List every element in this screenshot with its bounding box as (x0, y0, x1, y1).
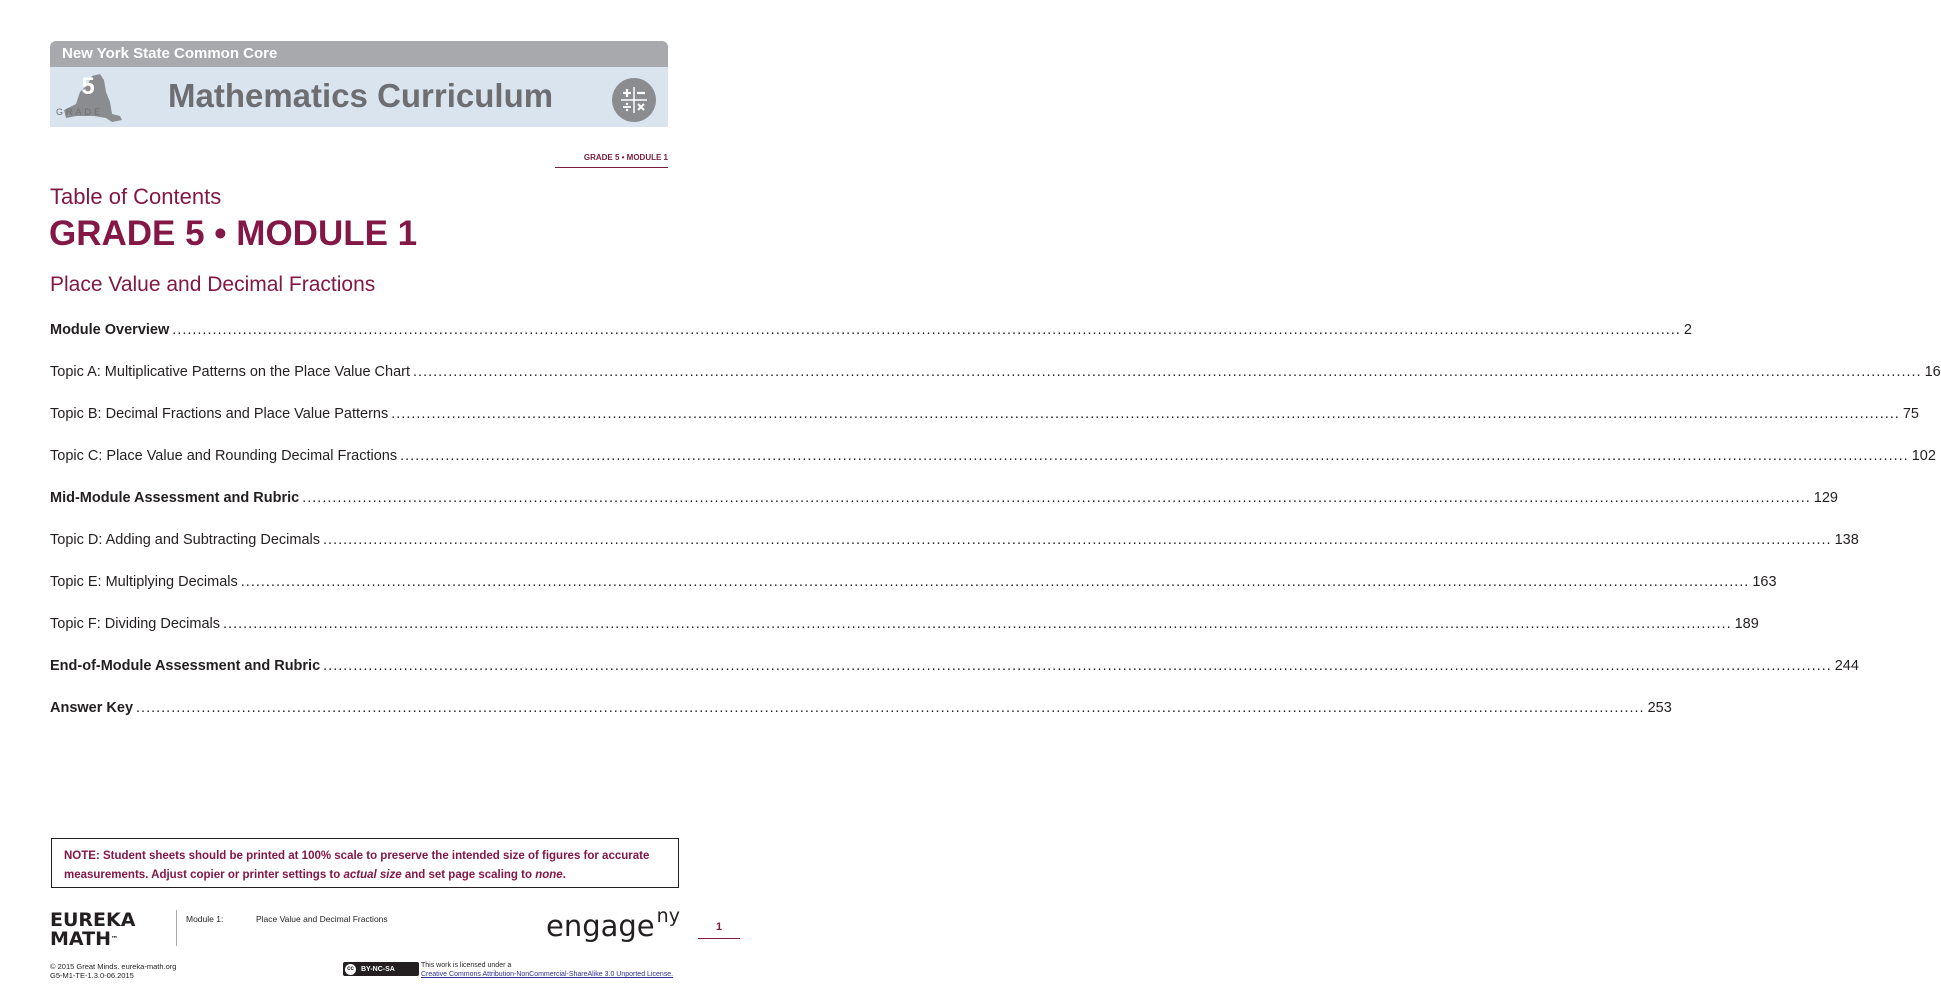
toc-entry-topic-e[interactable] (50, 574, 1777, 594)
toc-entry-mid-module-assessment[interactable] (50, 490, 1838, 510)
toc-entry-leader: ............................................................................................................................................................................................................................................................................................................ (323, 532, 1832, 548)
toc-entry-end-of-module-assessment[interactable] (50, 658, 1859, 678)
toc-entry-module-overview[interactable] (50, 322, 1692, 342)
page-number-rule (698, 938, 740, 939)
toc-entry-topic-c[interactable] (50, 448, 1936, 468)
toc-entry-page: 189 (1734, 616, 1759, 632)
footer-module-label: Module 1: (186, 914, 224, 924)
toc-entry-page: 129 (1813, 490, 1838, 506)
toc-entry-label: Answer Key (50, 700, 134, 716)
toc-entry-leader: ............................................................................................................................................................................................................................................................................................................ (136, 700, 1645, 716)
footer-divider (176, 910, 177, 946)
note-emphasis-none: none (535, 869, 563, 881)
toc-entry-topic-f[interactable] (50, 616, 1759, 636)
copyright-block (50, 962, 176, 980)
toc-entry-page: 253 (1647, 700, 1672, 716)
toc-entry-label: Topic B: Decimal Fractions and Place Value Patterns (50, 406, 389, 422)
footer-module-name: Place Value and Decimal Fractions (256, 914, 388, 924)
toc-entry-leader: ............................................................................................................................................................................................................................................................................................................ (400, 448, 1909, 464)
note-text-part3: . (562, 869, 566, 881)
eureka-logo-line1: EUREKA (50, 909, 136, 931)
toc-entry-label: Topic F: Dividing Decimals (50, 616, 221, 632)
note-text-part1: NOTE: Student sheets should be printed at 100% scale to preserve the intended size of figures for accurate measurements. Adjust copier or printer settings to (64, 850, 650, 881)
toc-entry-answer-key[interactable] (50, 700, 1672, 720)
toc-entry-topic-a[interactable] (50, 364, 1941, 384)
creative-commons-badge[interactable] (343, 962, 419, 976)
toc-entry-leader: ............................................................................................................................................................................................................................................................................................................ (302, 490, 1811, 506)
toc-entry-page: 102 (1911, 448, 1936, 464)
toc-entry-topic-d[interactable] (50, 532, 1859, 552)
toc-entry-label: End-of-Module Assessment and Rubric (50, 658, 321, 674)
license-intro: This work is licensed under a (421, 962, 512, 969)
copyright-line: © 2015 Great Minds. eureka-math.org (50, 962, 177, 971)
license-link[interactable]: Creative Commons Attribution-NonCommercial-ShareAlike 3.0 Unported License. (421, 971, 674, 978)
header-rule (555, 167, 668, 168)
toc-entry-label: Topic A: Multiplicative Patterns on the Place Value Chart (50, 364, 411, 380)
grade-number: 5 (81, 73, 95, 100)
eureka-math-logo (50, 911, 135, 949)
banner-top-bar (50, 41, 668, 67)
engage-logo-sup: ny (656, 905, 680, 927)
toc-entry-page: 2 (1683, 322, 1692, 338)
page-number: 1 (715, 921, 723, 933)
toc-entry-leader: ............................................................................................................................................................................................................................................................................................................ (223, 616, 1732, 632)
toc-heading: Table of Contents (50, 184, 222, 209)
creative-commons-icon: cc (345, 964, 356, 975)
toc-entry-leader: ............................................................................................................................................................................................................................................................................................................ (172, 322, 1681, 338)
curriculum-title: Mathematics Curriculum (168, 77, 554, 114)
license-block (421, 961, 673, 979)
module-subtitle: Place Value and Decimal Fractions (50, 273, 376, 296)
grade-word: GRADE (56, 107, 104, 117)
note-emphasis-actual-size: actual size (343, 869, 402, 881)
banner-state-label: New York State Common Core (62, 45, 278, 62)
toc-entry-page: 163 (1752, 574, 1777, 590)
toc-entry-leader: ............................................................................................................................................................................................................................................................................................................ (413, 364, 1922, 380)
toc-entry-page: 244 (1834, 658, 1859, 674)
toc-entry-page: 16 (1924, 364, 1941, 380)
math-operations-icon (612, 78, 656, 122)
toc-entry-topic-b[interactable] (50, 406, 1919, 426)
toc-entry-page: 138 (1834, 532, 1859, 548)
document-code: G5-M1-TE-1.3.0-06.2015 (50, 971, 134, 980)
toc-entry-label: Module Overview (50, 322, 170, 338)
engage-logo-text: engage (546, 909, 655, 943)
toc-entry-label: Topic D: Adding and Subtracting Decimals (50, 532, 321, 548)
toc-entry-label: Topic C: Place Value and Rounding Decimal Fractions (50, 448, 398, 464)
toc-entry-page: 75 (1902, 406, 1919, 422)
eureka-logo-trademark: ™ (111, 935, 118, 943)
toc-entry-label: Topic E: Multiplying Decimals (50, 574, 238, 590)
toc-entry-leader: ............................................................................................................................................................................................................................................................................................................ (323, 658, 1832, 674)
note-box (51, 838, 679, 888)
engage-ny-logo (546, 905, 680, 943)
toc-entry-label: Mid-Module Assessment and Rubric (50, 490, 300, 506)
toc-entry-leader: ............................................................................................................................................................................................................................................................................................................ (391, 406, 1900, 422)
header-module-tag: GRADE 5 • MODULE 1 (583, 153, 668, 162)
eureka-logo-line2: MATH (50, 928, 111, 950)
cc-license-type: BY-NC-SA (361, 965, 395, 973)
module-title: GRADE 5 • MODULE 1 (49, 214, 418, 253)
note-text-part2: and set page scaling to (401, 869, 536, 881)
toc-entry-leader: ............................................................................................................................................................................................................................................................................................................ (240, 574, 1750, 590)
